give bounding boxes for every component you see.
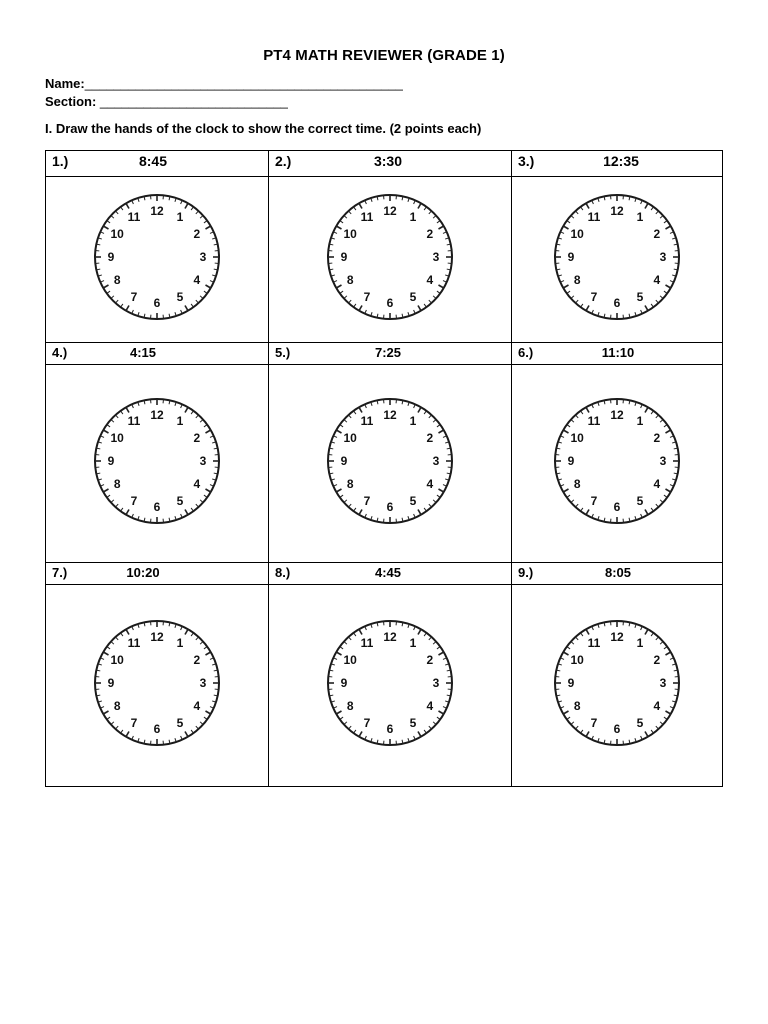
clock-face[interactable] [551, 391, 683, 531]
clock-numeral: 1 [409, 414, 417, 429]
clock-numeral: 5 [176, 493, 184, 508]
clock-numeral: 9 [567, 676, 575, 690]
clock-face[interactable] [324, 613, 456, 753]
item-label-cell [46, 563, 269, 585]
clock-numeral: 6 [613, 722, 621, 736]
clock-numeral: 6 [613, 500, 621, 514]
clock-numeral: 1 [176, 414, 184, 429]
clock-numeral: 9 [340, 250, 348, 264]
clock-numeral: 5 [636, 715, 644, 730]
clock-numeral: 8 [346, 699, 354, 713]
clock-numeral: 9 [340, 676, 348, 690]
clock-numeral: 5 [176, 715, 184, 730]
item-number: 4.) [52, 345, 68, 360]
clock-numeral: 11 [587, 210, 601, 225]
clock-numeral: 7 [363, 493, 371, 508]
name-field [45, 76, 403, 91]
clock-numeral: 9 [567, 454, 575, 468]
clock-numeral: 5 [409, 289, 417, 304]
clock-numeral: 11 [127, 636, 141, 651]
clock-cell[interactable] [512, 585, 723, 787]
clock-face[interactable] [551, 187, 683, 327]
clock-numeral: 10 [343, 653, 357, 667]
item-label-cell [46, 151, 269, 177]
clock-numeral: 9 [107, 454, 115, 468]
section-line: __________________________ [99, 94, 288, 109]
clock-numeral: 5 [636, 289, 644, 304]
clock-row [46, 585, 723, 787]
instructions: I. Draw the hands of the clock to show the correct time. (2 points each) [45, 121, 482, 136]
clock-numeral: 8 [573, 477, 581, 491]
clock-numeral: 4 [653, 699, 661, 713]
clock-numeral: 1 [409, 210, 417, 225]
clock-numeral: 2 [426, 227, 434, 241]
clock-cell[interactable] [46, 585, 269, 787]
clock-numeral: 11 [360, 636, 374, 651]
clock-table [45, 150, 723, 787]
clock-numeral: 1 [636, 414, 644, 429]
item-label-cell [269, 343, 512, 365]
label-row [46, 563, 723, 585]
clock-numeral: 1 [636, 636, 644, 651]
clock-numeral: 1 [176, 210, 184, 225]
clock-numeral: 4 [193, 273, 201, 287]
clock-numeral: 7 [590, 715, 598, 730]
clock-numeral: 9 [567, 250, 575, 264]
clock-numeral: 6 [153, 722, 161, 736]
clock-numeral: 2 [193, 431, 201, 445]
clock-numeral: 2 [653, 653, 661, 667]
clock-cell[interactable] [512, 177, 723, 343]
item-time: 12:35 [603, 153, 639, 169]
clock-numeral: 8 [573, 273, 581, 287]
clock-numeral: 7 [130, 715, 138, 730]
clock-numeral: 5 [636, 493, 644, 508]
item-time: 7:25 [374, 345, 402, 360]
clock-numeral: 7 [363, 289, 371, 304]
clock-numeral: 2 [193, 653, 201, 667]
clock-face[interactable] [91, 613, 223, 753]
section-label: Section: [45, 94, 97, 109]
item-label-cell [269, 151, 512, 177]
clock-numeral: 9 [107, 250, 115, 264]
clock-numeral: 12 [610, 204, 624, 218]
clock-numeral: 5 [409, 493, 417, 508]
clock-numeral: 7 [590, 493, 598, 508]
clock-numeral: 8 [573, 699, 581, 713]
clock-numeral: 12 [383, 630, 397, 644]
name-label: Name: [45, 76, 85, 91]
item-number: 6.) [518, 345, 534, 360]
clock-cell[interactable] [46, 177, 269, 343]
item-label-cell [46, 343, 269, 365]
clock-numeral: 4 [426, 699, 434, 713]
clock-numeral: 6 [386, 500, 394, 514]
clock-cell[interactable] [269, 177, 512, 343]
clock-numeral: 3 [432, 454, 440, 468]
clock-numeral: 3 [432, 676, 440, 690]
clock-numeral: 4 [653, 273, 661, 287]
clock-numeral: 11 [360, 414, 374, 429]
clock-numeral: 2 [426, 431, 434, 445]
clock-numeral: 11 [587, 636, 601, 651]
clock-numeral: 3 [659, 676, 667, 690]
clock-row [46, 177, 723, 343]
label-row [46, 151, 723, 177]
clock-numeral: 3 [199, 250, 207, 264]
clock-numeral: 6 [153, 296, 161, 310]
section-field [45, 94, 288, 109]
item-number: 9.) [518, 565, 534, 580]
clock-cell[interactable] [269, 585, 512, 787]
clock-row [46, 365, 723, 563]
clock-cell[interactable] [46, 365, 269, 563]
clock-numeral: 11 [127, 414, 141, 429]
clock-numeral: 6 [386, 296, 394, 310]
clock-numeral: 10 [570, 227, 584, 241]
clock-numeral: 5 [409, 715, 417, 730]
clock-numeral: 10 [570, 653, 584, 667]
item-label-cell [512, 563, 723, 585]
clock-numeral: 11 [127, 210, 141, 225]
clock-numeral: 12 [150, 408, 164, 422]
clock-numeral: 8 [346, 273, 354, 287]
clock-numeral: 1 [409, 636, 417, 651]
clock-numeral: 4 [426, 477, 434, 491]
clock-numeral: 12 [150, 630, 164, 644]
item-number: 8.) [275, 565, 291, 580]
clock-face[interactable] [324, 187, 456, 327]
clock-numeral: 7 [130, 289, 138, 304]
clock-numeral: 8 [346, 477, 354, 491]
clock-face[interactable] [91, 187, 223, 327]
name-line: ____________________________________________ [84, 76, 403, 91]
clock-numeral: 12 [610, 630, 624, 644]
item-number: 1.) [52, 153, 69, 169]
clock-numeral: 2 [426, 653, 434, 667]
clock-numeral: 6 [153, 500, 161, 514]
item-number: 5.) [275, 345, 291, 360]
clock-numeral: 10 [110, 653, 124, 667]
clock-numeral: 11 [360, 210, 374, 225]
item-time: 8:45 [138, 153, 168, 169]
item-time: 11:10 [601, 345, 635, 360]
clock-numeral: 9 [340, 454, 348, 468]
item-label-cell [512, 151, 723, 177]
clock-numeral: 7 [130, 493, 138, 508]
clock-numeral: 10 [570, 431, 584, 445]
label-row [46, 343, 723, 365]
clock-numeral: 4 [193, 477, 201, 491]
clock-numeral: 8 [113, 273, 121, 287]
clock-face[interactable] [324, 391, 456, 531]
clock-numeral: 4 [653, 477, 661, 491]
clock-numeral: 3 [659, 250, 667, 264]
clock-numeral: 12 [383, 408, 397, 422]
clock-numeral: 1 [636, 210, 644, 225]
clock-numeral: 2 [193, 227, 201, 241]
item-label-cell [512, 343, 723, 365]
clock-numeral: 10 [343, 227, 357, 241]
clock-numeral: 12 [383, 204, 397, 218]
item-time: 4:45 [374, 565, 402, 580]
clock-numeral: 9 [107, 676, 115, 690]
clock-numeral: 12 [610, 408, 624, 422]
clock-numeral: 3 [432, 250, 440, 264]
item-time: 4:15 [129, 345, 157, 360]
clock-numeral: 5 [176, 289, 184, 304]
clock-numeral: 11 [587, 414, 601, 429]
clock-numeral: 10 [110, 227, 124, 241]
clock-numeral: 8 [113, 477, 121, 491]
item-label-cell [269, 563, 512, 585]
clock-face[interactable] [91, 391, 223, 531]
clock-numeral: 3 [199, 676, 207, 690]
clock-numeral: 7 [590, 289, 598, 304]
item-number: 7.) [52, 565, 68, 580]
item-time: 3:30 [373, 153, 403, 169]
clock-cell[interactable] [269, 365, 512, 563]
clock-numeral: 2 [653, 431, 661, 445]
clock-numeral: 3 [199, 454, 207, 468]
clock-numeral: 4 [426, 273, 434, 287]
item-number: 2.) [275, 153, 292, 169]
item-time: 8:05 [604, 565, 632, 580]
clock-numeral: 1 [176, 636, 184, 651]
clock-numeral: 3 [659, 454, 667, 468]
item-number: 3.) [518, 153, 535, 169]
clock-numeral: 8 [113, 699, 121, 713]
clock-face[interactable] [551, 613, 683, 753]
clock-numeral: 6 [613, 296, 621, 310]
clock-numeral: 10 [343, 431, 357, 445]
clock-numeral: 2 [653, 227, 661, 241]
clock-cell[interactable] [512, 365, 723, 563]
clock-numeral: 10 [110, 431, 124, 445]
item-time: 10:20 [126, 565, 160, 580]
worksheet-title: PT4 MATH REVIEWER (GRADE 1) [263, 47, 505, 64]
clock-numeral: 4 [193, 699, 201, 713]
clock-numeral: 6 [386, 722, 394, 736]
clock-numeral: 7 [363, 715, 371, 730]
clock-numeral: 12 [150, 204, 164, 218]
